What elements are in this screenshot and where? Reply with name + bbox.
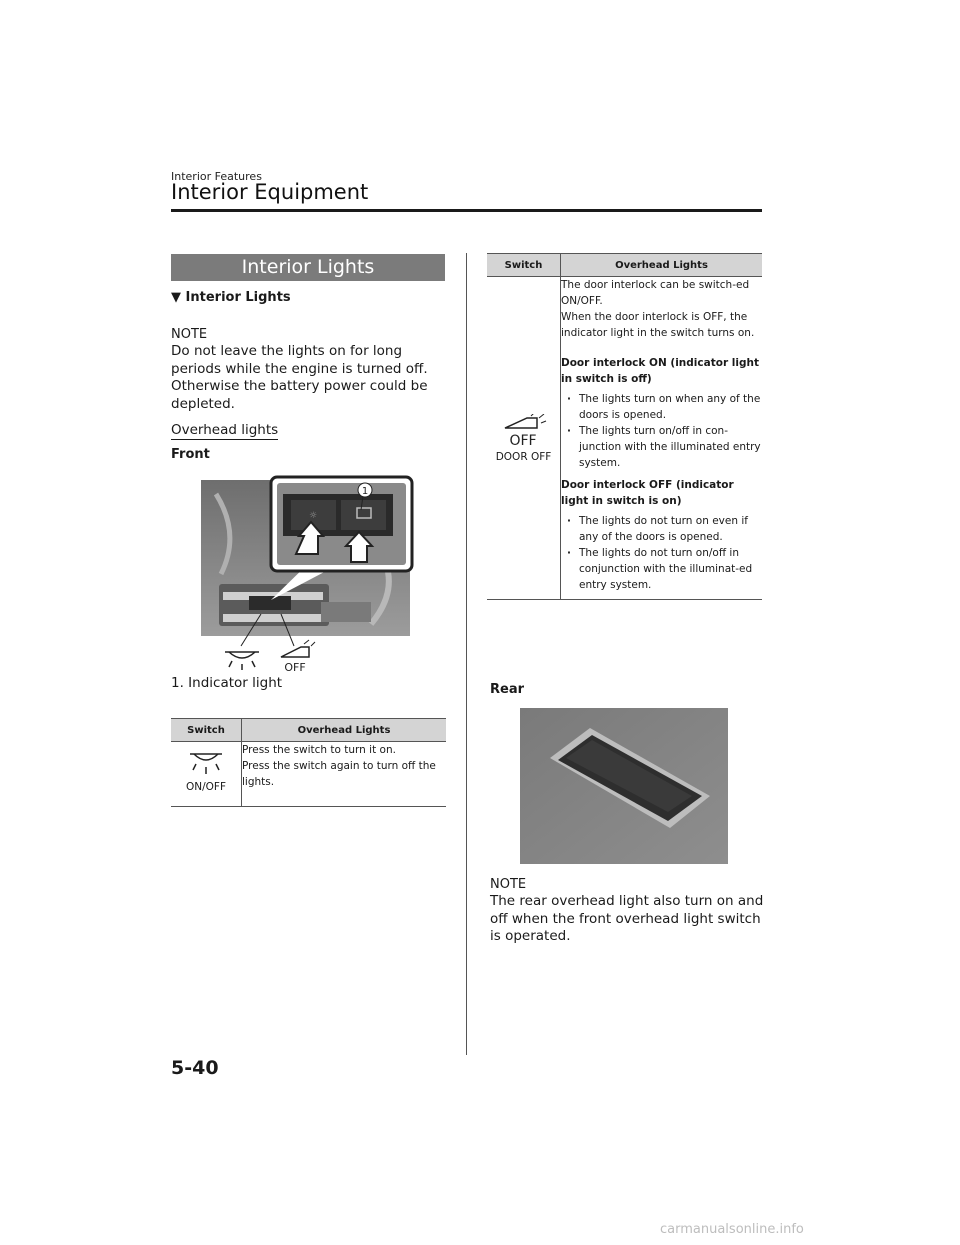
note-label: NOTE [171,327,208,342]
table-header-switch: Switch [487,254,561,277]
column-divider [466,253,467,1055]
figure-callout-1: 1 [361,486,369,497]
switch-label-on-off: ON/OFF [185,781,226,793]
switch-table-door-off [487,253,762,600]
subheading [171,290,291,305]
door-off-icon-text: OFF [508,432,537,448]
svg-text:☼: ☼ [309,511,318,521]
row-desc-2: Press the switch again to turn off the lights. [242,760,436,788]
list-item: · The lights do not turn on even if any of the doors is opened. [575,513,762,545]
front-overhead-light-figure [201,474,415,672]
front-label: Front [171,447,210,462]
subheading-text: Interior Lights [185,290,291,305]
door-interlock-intro-2: When the door interlock is OFF, the indicator light in the switch turns on. [561,311,755,339]
overhead-lights-link[interactable]: Overhead lights [171,422,279,438]
watermark: carmanualsonline.info [660,1222,804,1237]
rear-label: Rear [490,682,525,697]
note-label: NOTE [490,877,527,892]
row-desc-1: Press the switch to turn it on. [242,744,396,756]
door-off-icon [499,414,549,448]
list-item: · The lights do not turn on/off in conjunction with the illuminat-ed entry system. [575,545,762,593]
door-off-icon [281,640,315,672]
interlock-on-list [561,391,762,471]
section-label: Interior Features [171,170,262,183]
rear-overhead-light-figure [520,708,728,864]
table-header-overhead-lights: Overhead Lights [242,719,447,742]
interlock-off-list [561,513,762,593]
door-off-icon-text: OFF [284,661,306,672]
note-text: Do not leave the lights on for long periods while the engine is turned off. Otherwise the battery power could be depleted. [171,343,428,412]
triangle-down-icon: ▼ [171,290,181,305]
chapter-title: Interior Equipment [171,180,369,204]
list-item: · The lights turn on when any of the doors is opened. [575,391,762,423]
interlock-off-heading: Door interlock OFF (indicator light in switch is on) [561,479,734,507]
figure-caption: 1. Indicator light [171,675,283,691]
list-item: · The lights turn on/off in con-junction with the illuminated entry system. [575,423,762,471]
light-bulb-icon [225,652,259,670]
door-interlock-intro: The door interlock can be switch-ed ON/OFF. [561,279,750,307]
light-bulb-icon [184,746,228,778]
interlock-on-heading: Door interlock ON (indicator light in switch is off) [561,357,759,385]
note-text: The rear overhead light also turn on and off when the front overhead light switch is operated. [490,893,764,944]
table-row [171,742,446,807]
table-row [487,277,762,600]
section-banner: Interior Lights [171,254,445,281]
table-header-switch: Switch [171,719,242,742]
switch-label-door-off: DOOR OFF [495,450,552,463]
page-number: 5-40 [171,1057,219,1079]
table-header-overhead-lights: Overhead Lights [561,254,763,277]
switch-table-on-off [171,718,446,807]
header-rule [171,209,762,212]
